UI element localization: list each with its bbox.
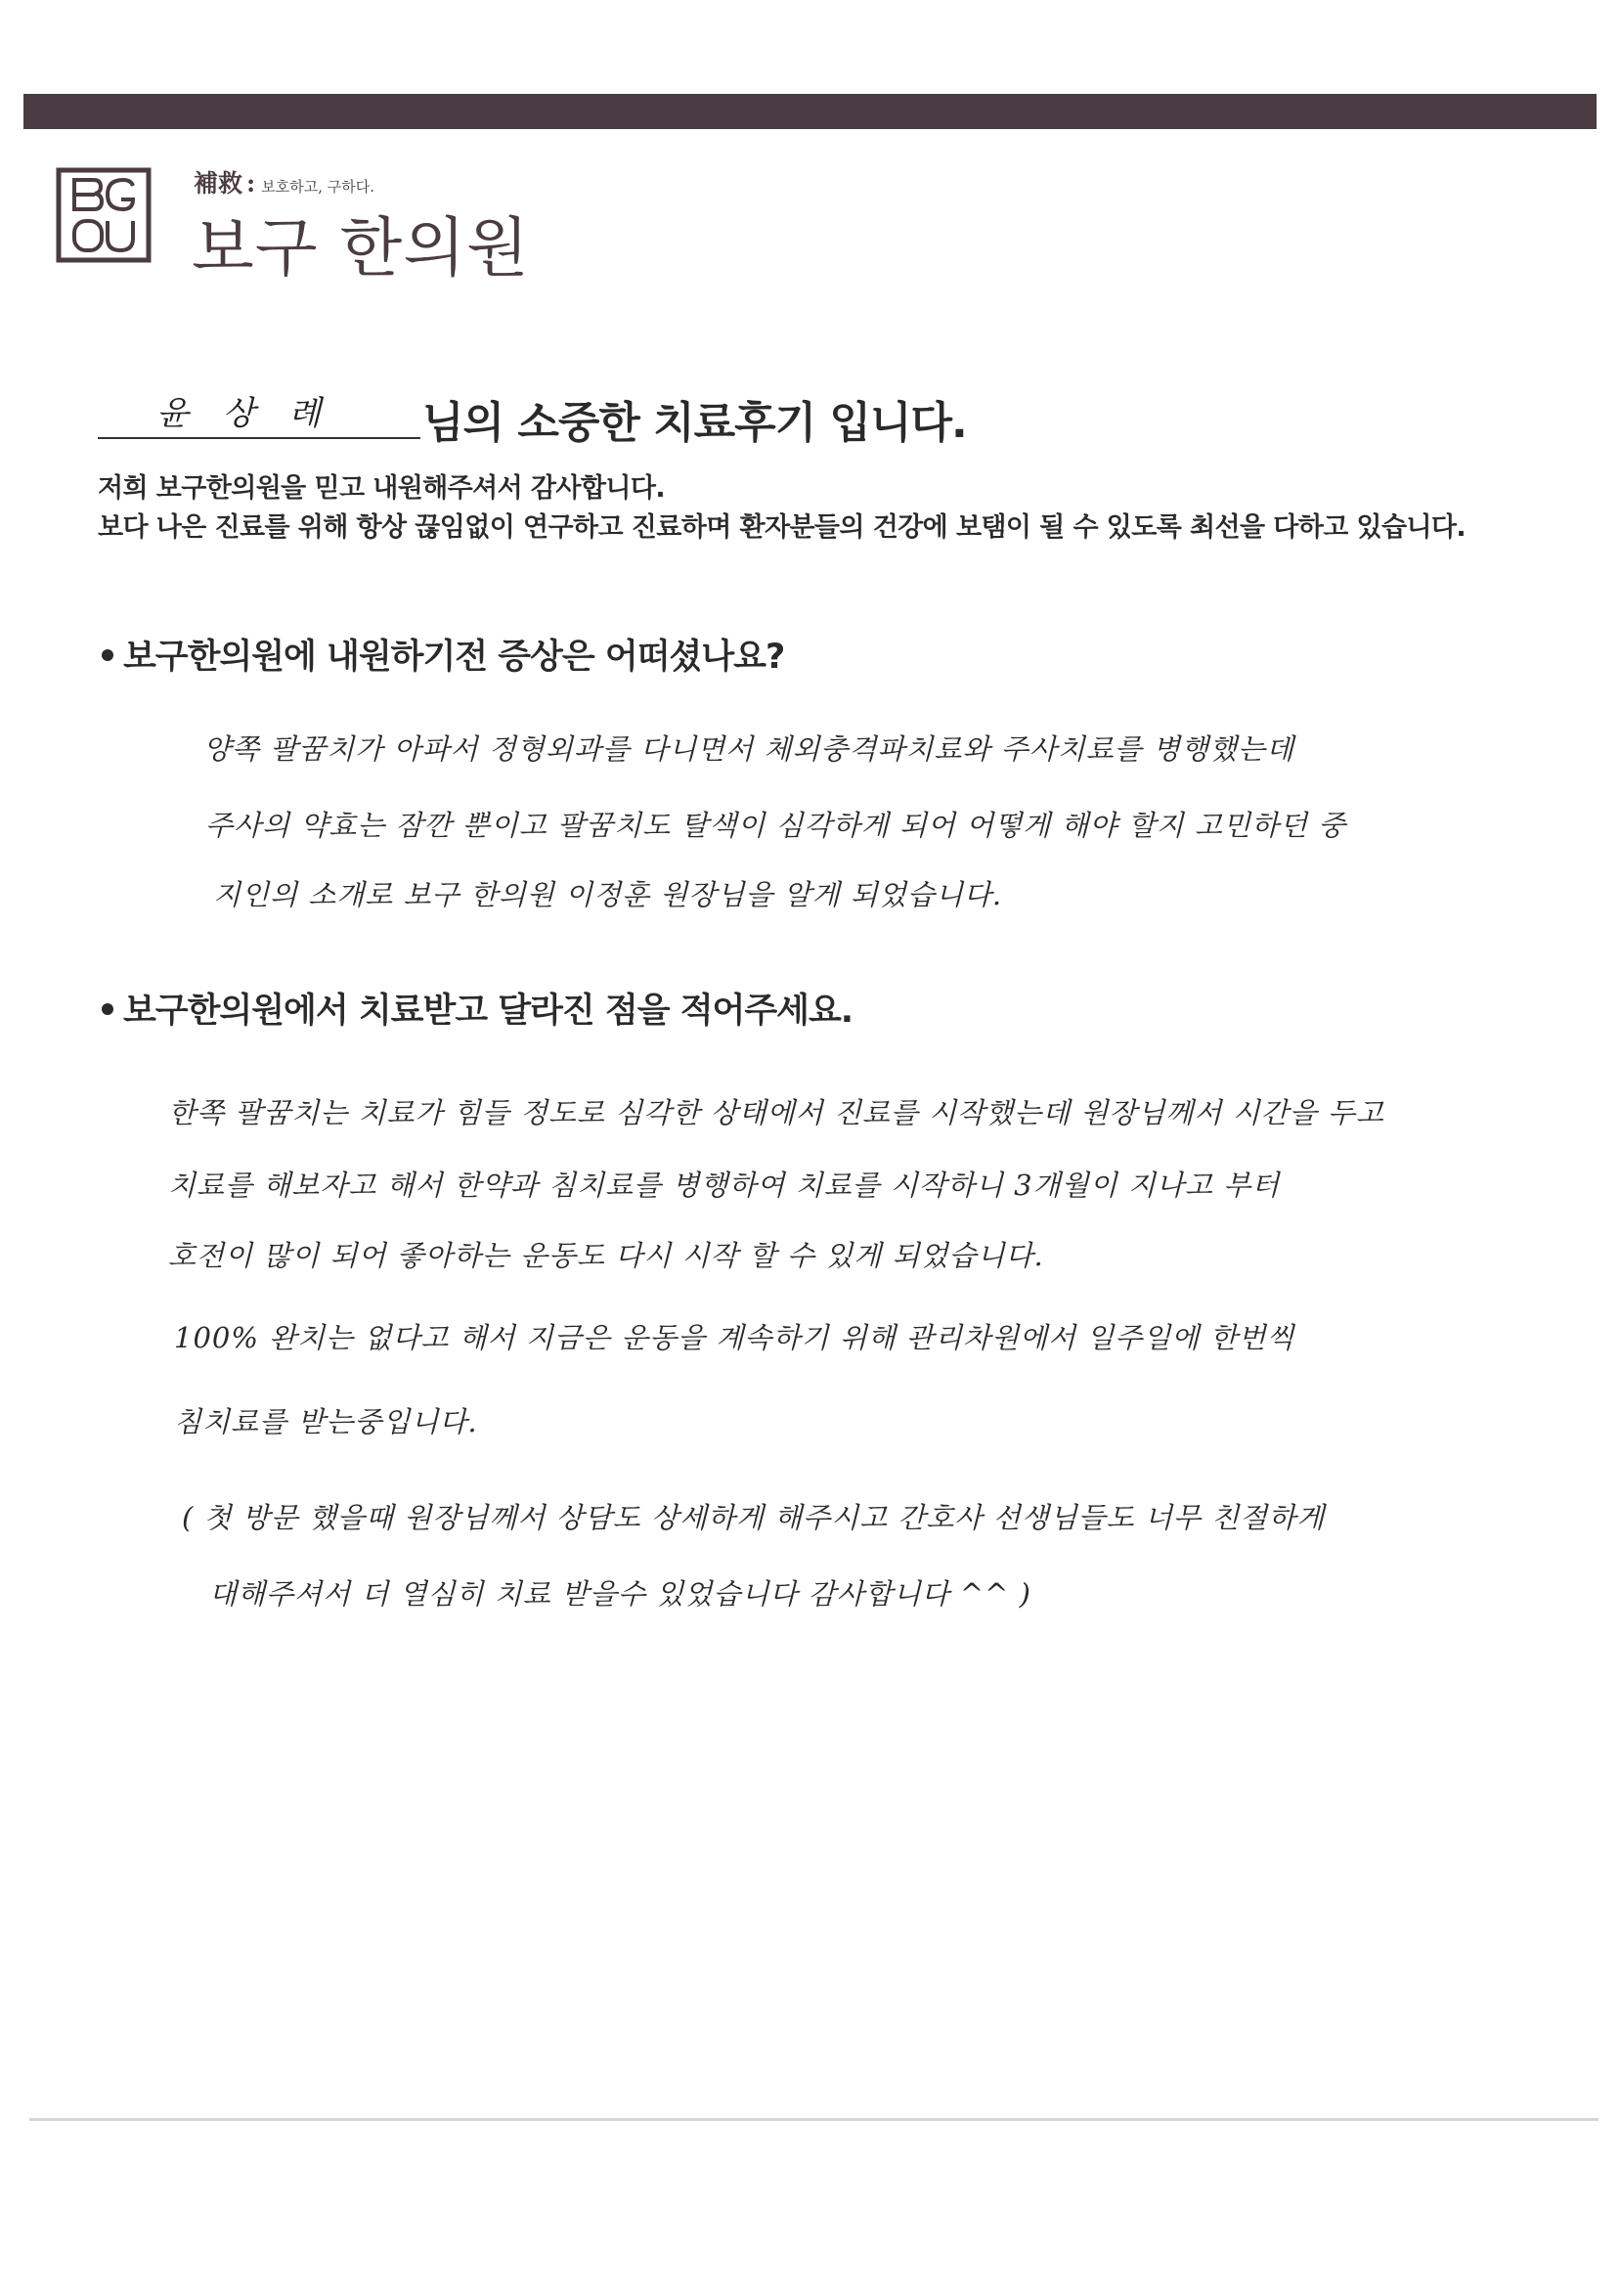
bottom-divider bbox=[29, 2118, 1598, 2121]
intro-line: 저희 보구한의원을 믿고 내원해주셔서 감사합니다. bbox=[98, 473, 665, 504]
motto-separator: : bbox=[246, 169, 256, 198]
patient-name-underline bbox=[98, 437, 420, 439]
page-title: 님의 소중한 치료후기 입니다. bbox=[422, 398, 967, 448]
bullet-icon bbox=[102, 1003, 113, 1015]
answer-line: 호전이 많이 되어 좋아하는 운동도 다시 시작 할 수 있게 되었습니다. bbox=[168, 1239, 1044, 1272]
answer-line: 치료를 해보자고 해서 한약과 침치료를 병행하여 치료를 시작하니 3개월이 지나고 부터 bbox=[168, 1169, 1281, 1202]
answer-line: 한쪽 팔꿈치는 치료가 힘들 정도로 심각한 상태에서 진료를 시작했는데 원장님께서 시간을 두고 bbox=[168, 1096, 1384, 1129]
logo-graphic bbox=[55, 166, 153, 264]
question-symptoms bbox=[102, 630, 784, 679]
answer-line: 주사의 약효는 잠깐 뿐이고 팔꿈치도 탈색이 심각하게 되어 어떻게 해야 할지 고민하던 중 bbox=[205, 809, 1347, 842]
answer-line: ( 첫 방문 했을때 원장님께서 상담도 상세하게 해주시고 간호사 선생님들도 너무 친절하게 bbox=[182, 1501, 1326, 1534]
question-changes bbox=[102, 984, 853, 1033]
header-bar bbox=[23, 94, 1597, 129]
answer-line: 양쪽 팔꿈치가 아파서 정형외과를 다니면서 체외충격파치료와 주사치료를 병행했는데 bbox=[203, 732, 1295, 766]
clinic-motto bbox=[194, 164, 374, 199]
question-text: 보구한의원에 내원하기전 증상은 어떠셨나요? bbox=[123, 638, 785, 677]
answer-line: 대해주셔서 더 열심히 치료 받을수 있었습니다 감사합니다 ^^ ) bbox=[209, 1577, 1031, 1611]
bullet-icon bbox=[102, 649, 113, 661]
patient-name: 윤 상 례 bbox=[156, 394, 333, 433]
answer-line: 침치료를 받는중입니다. bbox=[174, 1405, 478, 1438]
bgou-logo-icon bbox=[55, 166, 153, 264]
answer-line: 지인의 소개로 보구 한의원 이정훈 원장님을 알게 되었습니다. bbox=[213, 878, 1003, 911]
clinic-name: 보구 한의원 bbox=[192, 210, 530, 286]
intro-line: 보다 나은 진료를 위해 항상 끊임없이 연구하고 진료하며 환자분들의 건강에 보탬이 될 수 있도록 최선을 다하고 있습니다. bbox=[98, 512, 1467, 543]
question-text: 보구한의원에서 치료받고 달라진 점을 적어주세요. bbox=[123, 992, 854, 1031]
intro-text bbox=[98, 469, 1466, 548]
answer-line: 100% 완치는 없다고 해서 지금은 운동을 계속하기 위해 관리차원에서 일주일에 한번씩 bbox=[174, 1321, 1295, 1354]
clinic-hanja: 補救 bbox=[194, 169, 243, 198]
clinic-tagline: 보호하고, 구하다. bbox=[261, 178, 374, 196]
